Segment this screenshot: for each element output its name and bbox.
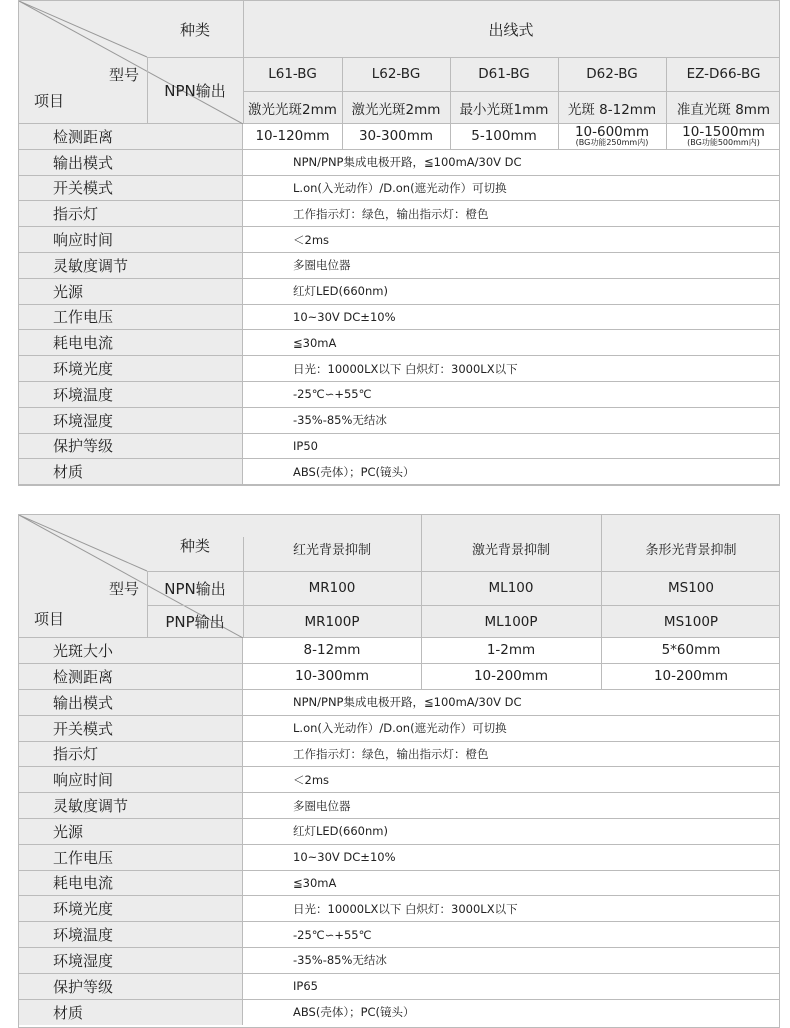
kind-label: 种类 bbox=[179, 536, 210, 555]
table-row bbox=[19, 459, 779, 485]
type-name: 红光背景抑制 bbox=[292, 542, 371, 558]
table-row bbox=[19, 767, 779, 793]
npn-label: NPN输出 bbox=[164, 82, 226, 100]
row-value: L.on(入光动作）/D.on(遮光动作）可切换 bbox=[293, 180, 507, 195]
npn-model: MR100 bbox=[308, 580, 356, 596]
model-label: 型号 bbox=[108, 65, 139, 84]
kind-label: 种类 bbox=[179, 20, 210, 39]
table-row bbox=[19, 356, 779, 382]
table-row bbox=[19, 638, 779, 664]
row-value: L.on(入光动作）/D.on(遮光动作）可切换 bbox=[293, 721, 507, 736]
row-value: -35%-85%无结冰 bbox=[293, 953, 387, 968]
model-name: L62-BG bbox=[371, 66, 421, 82]
row-label: 环境光度 bbox=[19, 356, 243, 381]
spot-value: 5*60mm bbox=[661, 642, 721, 659]
npn-model: ML100 bbox=[488, 580, 534, 596]
distance-value: 10-200mm bbox=[653, 668, 729, 685]
row-label: 工作电压 bbox=[19, 845, 243, 870]
row-label: 保护等级 bbox=[19, 974, 243, 999]
row-value: ABS(壳体）；PC(镜头） bbox=[293, 1005, 415, 1020]
row-label: 光斑大小 bbox=[19, 638, 243, 663]
row-value: NPN/PNP集成电极开路，≦100mA/30V DC bbox=[293, 155, 522, 170]
row-value: ＜2ms bbox=[293, 772, 330, 787]
distance-value: 10-300mm bbox=[294, 668, 370, 685]
type-name: 条形光背景抑制 bbox=[645, 542, 737, 558]
row-label: 耗电电流 bbox=[19, 330, 243, 355]
model-name: D61-BG bbox=[478, 66, 530, 82]
table-row bbox=[19, 150, 779, 176]
row-label: 检测距离 bbox=[19, 124, 243, 149]
table-row bbox=[19, 382, 779, 408]
row-label: 输出模式 bbox=[19, 150, 243, 175]
spot-value: 8-12mm bbox=[303, 642, 361, 659]
distance-value: 10-200mm bbox=[473, 668, 549, 685]
row-value: 10~30V DC±10% bbox=[293, 850, 396, 865]
table-row bbox=[19, 253, 779, 279]
row-label: 工作电压 bbox=[19, 305, 243, 330]
row-value: 工作指示灯：绿色，输出指示灯：橙色 bbox=[293, 746, 489, 761]
row-value: 10~30V DC±10% bbox=[293, 309, 396, 324]
pnp-label: PNP输出 bbox=[165, 613, 225, 631]
row-value: ≦30mA bbox=[293, 875, 337, 890]
row-value: 工作指示灯：绿色，输出指示灯：橙色 bbox=[293, 206, 489, 221]
distance-value: 30-300mm bbox=[358, 127, 434, 144]
item-label: 项目 bbox=[33, 609, 64, 628]
spot-size: 准直光斑 8mm bbox=[676, 101, 771, 118]
model-name: L61-BG bbox=[268, 66, 317, 82]
pnp-model: MR100P bbox=[304, 613, 360, 630]
row-value: ＜2ms bbox=[293, 232, 330, 247]
row-label: 开关模式 bbox=[19, 176, 243, 201]
table-row bbox=[19, 434, 779, 460]
item-label: 项目 bbox=[33, 91, 64, 110]
row-value: -25℃∽+55℃ bbox=[293, 387, 372, 402]
row-label: 材质 bbox=[19, 459, 243, 484]
spec-table-2 bbox=[18, 514, 780, 1028]
table-row bbox=[19, 664, 779, 690]
spot-size: 激光光斑2mm bbox=[351, 101, 441, 118]
npn-label: NPN输出 bbox=[164, 579, 226, 598]
table-row bbox=[19, 1000, 779, 1026]
table-row bbox=[19, 305, 779, 331]
table-row bbox=[19, 176, 779, 202]
row-label: 保护等级 bbox=[19, 434, 243, 459]
table-row bbox=[19, 742, 779, 768]
row-value: IP50 bbox=[293, 438, 318, 453]
distance-note: (BG功能250mm内) bbox=[575, 137, 649, 147]
distance-value: 10-600mm bbox=[574, 123, 650, 140]
row-value: 红灯LED(660nm) bbox=[293, 824, 388, 839]
table-row bbox=[19, 845, 779, 871]
row-label: 开关模式 bbox=[19, 716, 243, 741]
pnp-model: MS100P bbox=[663, 613, 719, 630]
pnp-model: ML100P bbox=[484, 613, 538, 630]
row-label: 材质 bbox=[19, 1000, 243, 1026]
row-label: 响应时间 bbox=[19, 767, 243, 792]
row-value: NPN/PNP集成电极开路，≦100mA/30V DC bbox=[293, 695, 522, 710]
type-name: 激光背景抑制 bbox=[471, 542, 550, 558]
row-value: 日光：10000LX以下 白炽灯：3000LX以下 bbox=[293, 901, 518, 916]
output-type-heading: 出线式 bbox=[488, 20, 534, 39]
row-value: ABS(壳体）；PC(镜头） bbox=[293, 464, 415, 479]
row-label: 响应时间 bbox=[19, 227, 243, 252]
spot-size: 最小光斑1mm bbox=[459, 101, 549, 118]
table-row bbox=[19, 819, 779, 845]
table-row bbox=[19, 922, 779, 948]
table-row bbox=[19, 408, 779, 434]
row-label: 指示灯 bbox=[19, 742, 243, 767]
distance-value: 5-100mm bbox=[471, 127, 537, 144]
row-label: 输出模式 bbox=[19, 690, 243, 715]
row-value: -25℃∽+55℃ bbox=[293, 927, 372, 942]
distance-note: (BG功能500mm内) bbox=[687, 137, 760, 147]
row-label: 环境温度 bbox=[19, 922, 243, 947]
row-label: 环境湿度 bbox=[19, 948, 243, 973]
table-row bbox=[19, 227, 779, 253]
row-value: IP65 bbox=[293, 979, 318, 994]
distance-value: 10-1500mm bbox=[682, 123, 765, 140]
spot-size: 激光光斑2mm bbox=[248, 101, 337, 118]
distance-value: 10-120mm bbox=[255, 127, 330, 144]
row-label: 环境温度 bbox=[19, 382, 243, 407]
table-row bbox=[19, 974, 779, 1000]
spec-table-1 bbox=[18, 0, 780, 486]
row-label: 指示灯 bbox=[19, 201, 243, 226]
row-value: ≦30mA bbox=[293, 335, 337, 350]
row-label: 灵敏度调节 bbox=[19, 793, 243, 818]
table-row bbox=[19, 948, 779, 974]
row-label: 光源 bbox=[19, 279, 243, 304]
row-label: 灵敏度调节 bbox=[19, 253, 243, 278]
npn-model: MS100 bbox=[668, 580, 714, 596]
row-value: 红灯LED(660nm) bbox=[293, 284, 388, 299]
distance-cell bbox=[342, 124, 450, 149]
distance-cell bbox=[243, 124, 342, 149]
table-row bbox=[19, 896, 779, 922]
spot-size: 光斑 8-12mm bbox=[567, 101, 657, 118]
row-label: 光源 bbox=[19, 819, 243, 844]
model-name: D62-BG bbox=[586, 66, 638, 82]
table-row bbox=[19, 690, 779, 716]
row-value: -35%-85%无结冰 bbox=[293, 413, 387, 428]
row-value: 多圈电位器 bbox=[293, 258, 351, 273]
model-label: 型号 bbox=[108, 579, 139, 598]
row-label: 环境湿度 bbox=[19, 408, 243, 433]
table-row bbox=[19, 871, 779, 897]
table-row bbox=[19, 201, 779, 227]
table-row bbox=[19, 124, 779, 150]
table-row bbox=[19, 793, 779, 819]
row-label: 检测距离 bbox=[19, 664, 243, 689]
row-label: 环境光度 bbox=[19, 896, 243, 921]
model-name: EZ-D66-BG bbox=[686, 66, 761, 82]
distance-cell bbox=[666, 124, 781, 149]
table-row bbox=[19, 279, 779, 305]
row-value: 日光：10000LX以下 白炽灯：3000LX以下 bbox=[293, 361, 518, 376]
distance-cell bbox=[558, 124, 666, 149]
spot-value: 1-2mm bbox=[486, 642, 536, 659]
distance-cell bbox=[450, 124, 558, 149]
row-label: 耗电电流 bbox=[19, 871, 243, 896]
table-row bbox=[19, 330, 779, 356]
row-value: 多圈电位器 bbox=[293, 798, 351, 813]
table-row bbox=[19, 716, 779, 742]
